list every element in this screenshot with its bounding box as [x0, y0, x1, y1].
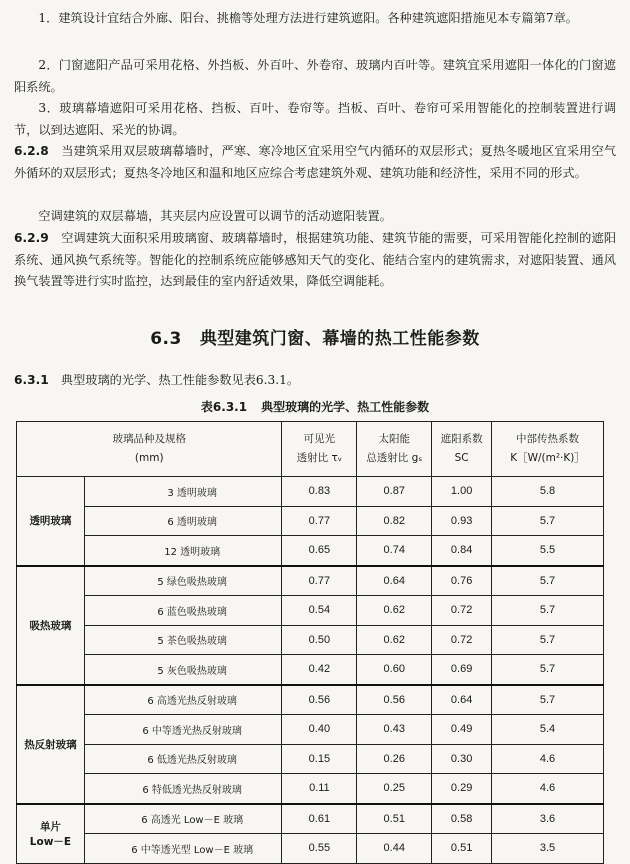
clause-text: 典型玻璃的光学、热工性能参数见表6.3.1。 [60, 373, 300, 387]
shading-coefficient: 0.72 [432, 596, 492, 626]
heat-transfer-coefficient: 4.6 [492, 774, 604, 804]
visible-transmittance: 0.40 [282, 715, 357, 745]
glass-category: 热反射玻璃 [17, 685, 85, 804]
table-row [17, 655, 604, 685]
visible-transmittance: 0.77 [282, 566, 357, 596]
table-caption [0, 398, 630, 415]
paragraph-5: 空调建筑的双层幕墙，其夹层内应设置可以调节的活动遮阳装置。 [38, 209, 392, 223]
table-row [17, 536, 604, 566]
glass-spec: 5 绿色吸热玻璃 [84, 566, 282, 596]
glass-category: 透明玻璃 [17, 477, 85, 566]
section-title-text: 典型建筑门窗、幕墙的热工性能参数 [199, 329, 480, 349]
header-shading-coefficient: 遮阳系数 SC [432, 422, 492, 477]
visible-transmittance: 0.50 [282, 625, 357, 655]
glass-spec: 6 低透光热反射玻璃 [84, 744, 282, 774]
glass-spec: 6 中等透光热反射玻璃 [84, 715, 282, 745]
glass-spec: 6 特低透光热反射玻璃 [84, 774, 282, 804]
table-row [17, 596, 604, 626]
table-title: 典型玻璃的光学、热工性能参数 [261, 400, 430, 414]
table-row [17, 744, 604, 774]
solar-transmittance: 0.43 [357, 715, 432, 745]
shading-coefficient: 0.51 [432, 834, 492, 864]
paragraph-1: 1．建筑设计宜结合外廊、阳台、挑檐等处理方法进行建筑遮阳。各种建筑遮阳措施见本专篇第7章。 [38, 11, 578, 25]
solar-transmittance: 0.64 [357, 566, 432, 596]
header-glass-type: 玻璃品种及规格 (mm) [17, 422, 282, 477]
glass-spec: 6 中等透光型 Low－E 玻璃 [84, 834, 282, 864]
visible-transmittance: 0.77 [282, 506, 357, 536]
shading-coefficient: 0.64 [432, 685, 492, 715]
clause-text: 当建筑采用双层玻璃幕墙时，严寒、寒冷地区宜采用空气内循环的双层形式；夏热冬暖地区宜采用空气外循环的双层形式；夏热冬冷地区和温和地区应综合考虑建筑外观、建筑功能和经济性，采用不同的形式。 [14, 144, 617, 180]
solar-transmittance: 0.26 [357, 744, 432, 774]
glass-spec: 6 蓝色吸热玻璃 [84, 596, 282, 626]
solar-transmittance: 0.62 [357, 596, 432, 626]
visible-transmittance: 0.65 [282, 536, 357, 566]
solar-transmittance: 0.51 [357, 804, 432, 834]
visible-transmittance: 0.42 [282, 655, 357, 685]
table-row [17, 506, 604, 536]
table-number: 表6.3.1 [200, 400, 248, 414]
glass-spec: 6 透明玻璃 [84, 506, 282, 536]
glass-spec: 5 茶色吸热玻璃 [84, 625, 282, 655]
glass-spec: 6 高透光热反射玻璃 [84, 685, 282, 715]
solar-transmittance: 0.62 [357, 625, 432, 655]
heat-transfer-coefficient: 5.7 [492, 566, 604, 596]
heat-transfer-coefficient: 5.7 [492, 685, 604, 715]
clause-6-3-1 [14, 370, 616, 392]
table-body [17, 477, 604, 864]
glass-spec: 3 透明玻璃 [84, 477, 282, 507]
shading-coefficient: 0.30 [432, 744, 492, 774]
table-row [17, 774, 604, 804]
solar-transmittance: 0.60 [357, 655, 432, 685]
solar-transmittance: 0.87 [357, 477, 432, 507]
table-row [17, 477, 604, 507]
solar-transmittance: 0.56 [357, 685, 432, 715]
clause-6-2-9 [14, 228, 616, 293]
table-row [17, 804, 604, 834]
table-row [17, 834, 604, 864]
table-row [17, 566, 604, 596]
shading-coefficient: 0.49 [432, 715, 492, 745]
paragraph-3: 3．玻璃幕墙遮阳可采用花格、挡板、百叶、卷帘等。挡板、百叶、卷帘可采用智能化的控制装置进行调节，以到达遮阳、采光的协调。 [14, 101, 616, 137]
shading-coefficient: 0.58 [432, 804, 492, 834]
clause-text: 空调建筑大面积采用玻璃窗、玻璃幕墙时，根据建筑功能、建筑节能的需要，可采用智能化控制的遮阳系统、通风换气系统等。智能化的控制系统应能够感知天气的变化、能结合室内的建筑需求，对遮阳装置、通风换气装置等进行实时监控，达到最佳的室内舒适效果，降低空调能耗。 [14, 231, 617, 288]
heat-transfer-coefficient: 5.8 [492, 477, 604, 507]
section-heading [0, 324, 630, 349]
header-visible-transmittance: 可见光 透射比 τᵥ [282, 422, 357, 477]
solar-transmittance: 0.44 [357, 834, 432, 864]
table-row [17, 625, 604, 655]
table-header-row [17, 422, 604, 477]
visible-transmittance: 0.61 [282, 804, 357, 834]
glass-category: 单片 Low－E [17, 804, 85, 864]
heat-transfer-coefficient: 5.4 [492, 715, 604, 745]
shading-coefficient: 0.76 [432, 566, 492, 596]
table-row [17, 685, 604, 715]
solar-transmittance: 0.25 [357, 774, 432, 804]
paragraph-2: 2．门窗遮阳产品可采用花格、外挡板、外百叶、外卷帘、玻璃内百叶等。建筑宜采用遮阳一体化的门窗遮阳系统。 [14, 58, 616, 94]
glass-spec: 12 透明玻璃 [84, 536, 282, 566]
heat-transfer-coefficient: 5.7 [492, 506, 604, 536]
header-solar-transmittance: 太阳能 总透射比 gₛ [357, 422, 432, 477]
shading-coefficient: 0.29 [432, 774, 492, 804]
header-heat-transfer: 中部传热系数 K［W/(m²·K)］ [492, 422, 604, 477]
clause-number: 6.3.1 [14, 373, 49, 387]
visible-transmittance: 0.83 [282, 477, 357, 507]
clause-number: 6.2.9 [14, 231, 49, 245]
visible-transmittance: 0.56 [282, 685, 357, 715]
solar-transmittance: 0.82 [357, 506, 432, 536]
visible-transmittance: 0.55 [282, 834, 357, 864]
visible-transmittance: 0.11 [282, 774, 357, 804]
heat-transfer-coefficient: 4.6 [492, 744, 604, 774]
heat-transfer-coefficient: 3.5 [492, 834, 604, 864]
shading-coefficient: 0.93 [432, 506, 492, 536]
section-number: 6.3 [150, 329, 182, 349]
glass-spec: 5 灰色吸热玻璃 [84, 655, 282, 685]
heat-transfer-coefficient: 5.7 [492, 625, 604, 655]
shading-coefficient: 0.69 [432, 655, 492, 685]
shading-coefficient: 1.00 [432, 477, 492, 507]
shading-coefficient: 0.84 [432, 536, 492, 566]
heat-transfer-coefficient: 5.7 [492, 655, 604, 685]
glass-category: 吸热玻璃 [17, 566, 85, 685]
glass-properties-table [16, 421, 604, 864]
heat-transfer-coefficient: 5.5 [492, 536, 604, 566]
visible-transmittance: 0.54 [282, 596, 357, 626]
heat-transfer-coefficient: 3.6 [492, 804, 604, 834]
clause-number: 6.2.8 [14, 144, 49, 158]
visible-transmittance: 0.15 [282, 744, 357, 774]
shading-coefficient: 0.72 [432, 625, 492, 655]
solar-transmittance: 0.74 [357, 536, 432, 566]
clause-6-2-8 [14, 141, 616, 184]
glass-spec: 6 高透光 Low－E 玻璃 [84, 804, 282, 834]
table-row [17, 715, 604, 745]
heat-transfer-coefficient: 5.7 [492, 596, 604, 626]
